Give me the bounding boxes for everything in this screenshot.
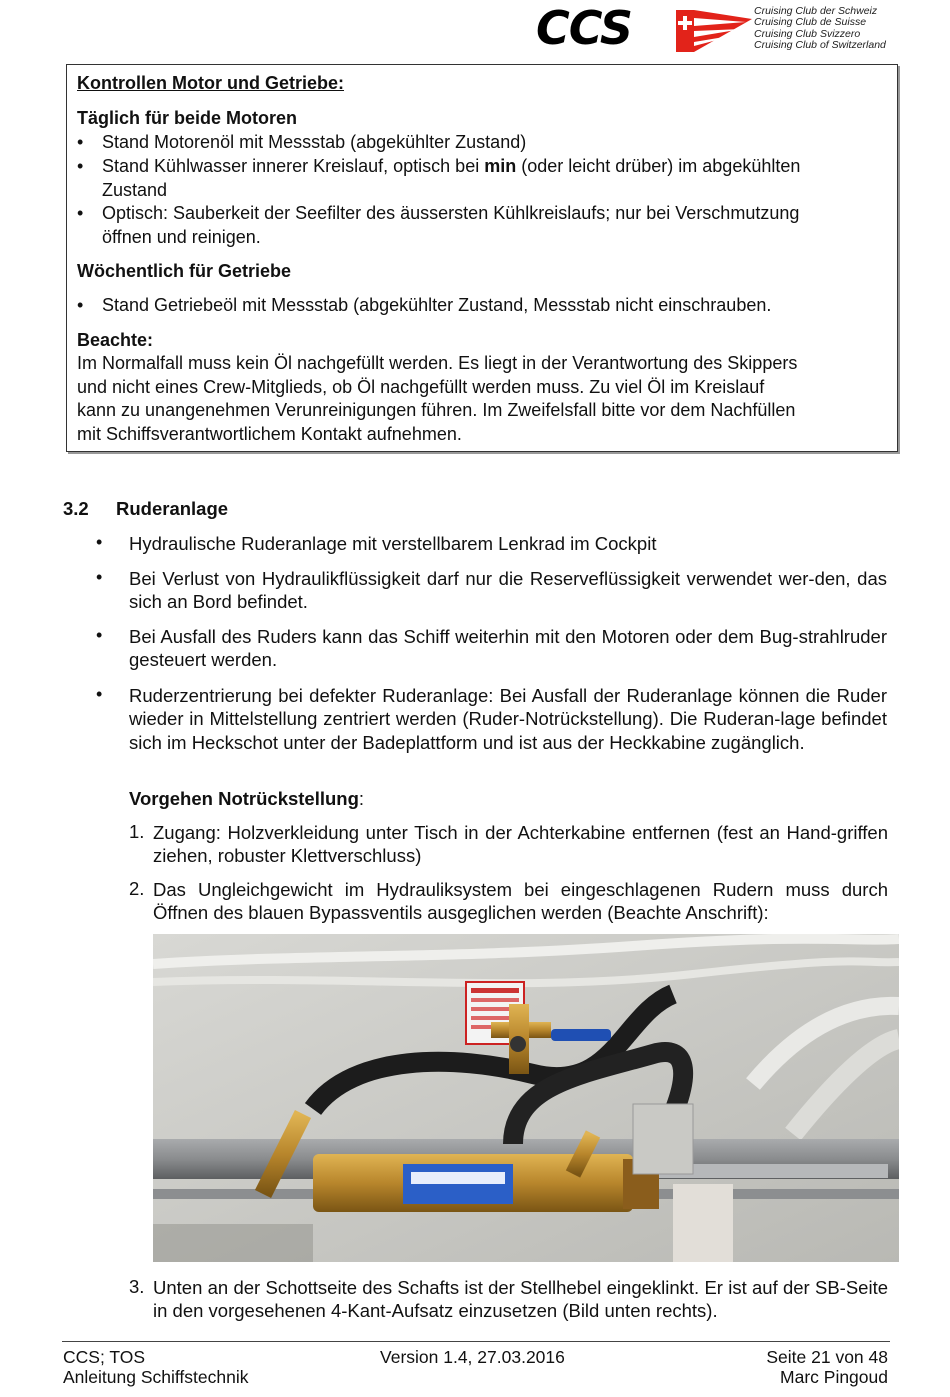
bullet-hydraulic: Hydraulische Ruderanlage mit verstellbarem Lenkrad im Cockpit (129, 533, 657, 554)
footer-version: Version 1.4, 27.03.2016 (380, 1347, 565, 1367)
bullet-rudder-failure: Bei Ausfall des Ruders kann das Schiff weiterhin mit den Motoren oder dem Bug-strahlruder gesteuert werden. (129, 626, 887, 671)
motor-check-box (66, 64, 898, 452)
bullet-fluid-loss: Bei Verlust von Hydraulikflüssigkeit darf nur die Reserveflüssigkeit verwendet wer-den, das sich an Bord befindet. (129, 568, 887, 613)
daily-item-oil: • Stand Motorenöl mit Messstab (abgekühlter Zustand) (77, 131, 887, 155)
club-names (754, 6, 886, 51)
footer-author: Marc Pingoud (780, 1367, 888, 1387)
daily-heading: Täglich für beide Motoren (77, 108, 298, 128)
step-2-text: Das Ungleichgewicht im Hydrauliksystem bei eingeschlagenen Rudern muss durch Öffnen des blauen Bypassventils ausgeglichen werden (Beachte Anschrift): (153, 879, 888, 924)
box-title: Kontrollen Motor und Getriebe: (77, 73, 344, 93)
footer-left-2: Anleitung Schiffstechnik (63, 1367, 249, 1387)
procedure-heading: Vorgehen Notrückstellung: (129, 788, 365, 809)
step-1-text: Zugang: Holzverkleidung unter Tisch in der Achterkabine entfernen (fest an Hand-griffen ziehen, robuster Klettverschluss) (153, 822, 888, 867)
bullet: • (77, 156, 84, 176)
section-number: 3.2 (63, 498, 89, 519)
footer-left-1: CCS; TOS (63, 1347, 146, 1367)
weekly-item: • Stand Getriebeöl mit Messstab (abgekühlter Zustand, Messstab nicht einschrauben. (77, 294, 887, 318)
club-name-fr: Cruising Club de Suisse (754, 16, 867, 29)
step-number: 2. (129, 878, 145, 899)
bullet: • (96, 684, 103, 704)
bullet-centering: Ruderzentrierung bei defekter Ruderanlage: Bei Ausfall der Ruderanlage können die Ruder wieder in Mittelstellung zentriert werden (Ruder-Notrückstellung). Die Ruderan-lage befindet sich im Heckschot unter der Badeplattform und ist aus der Heckkabine zugänglich. (129, 685, 887, 753)
bullet: • (77, 295, 84, 315)
footer-page-number: Seite 21 von 48 (766, 1347, 888, 1367)
daily-item-coolant: • Stand Kühlwasser innerer Kreislauf, optisch bei min (oder leicht drüber) im abgekühlten Zustand (77, 156, 801, 200)
note-heading: Beachte: (77, 330, 154, 350)
step-number: 3. (129, 1276, 145, 1297)
club-name-en: Cruising Club of Switzerland (754, 38, 886, 51)
footer-divider (62, 1341, 890, 1342)
weekly-heading: Wöchentlich für Getriebe (77, 261, 292, 281)
ccs-logo (536, 1, 896, 55)
logo-wordmark: CCS (536, 1, 633, 55)
hydraulic-cylinder-image (153, 934, 899, 1262)
bullet: • (96, 532, 103, 552)
bypass-valve-photo (153, 934, 899, 1262)
bullet: • (77, 203, 84, 223)
bullet: • (96, 625, 103, 645)
club-name-de: Cruising Club der Schweiz (754, 5, 878, 17)
club-name-it: Cruising Club Svizzero (754, 27, 861, 40)
note-text: Im Normalfall muss kein Öl nachgefüllt werden. Es liegt in der Verantwortung des Skippers und nicht eines Crew-Mitglieds, ob Öl nachgefüllt werden muss. Zu viel Öl im Kreislauf kann zu unangenehmen Verunreinigungen führen. Im Zweifelsfall bitte vor dem Nachfüllen mit Schiffsverantwortlichem Kontakt aufnehmen. (77, 353, 798, 444)
section-title: Ruderanlage (116, 498, 229, 519)
step-3-text: Unten an der Schottseite des Schafts ist der Stellhebel eingeklinkt. Er ist auf der SB-Seite in den vorgesehenen 4-Kant-Aufsatz einzusetzen (Bild unten rechts). (153, 1277, 888, 1322)
bullet: • (96, 567, 103, 587)
swiss-burgee-icon (676, 10, 752, 52)
daily-item-seafilter: • Optisch: Sauberkeit der Seefilter des äussersten Kühlkreislaufs; nur bei Verschmutzung öffnen und reinigen. (77, 203, 800, 247)
step-number: 1. (129, 821, 145, 842)
bullet: • (77, 132, 84, 152)
